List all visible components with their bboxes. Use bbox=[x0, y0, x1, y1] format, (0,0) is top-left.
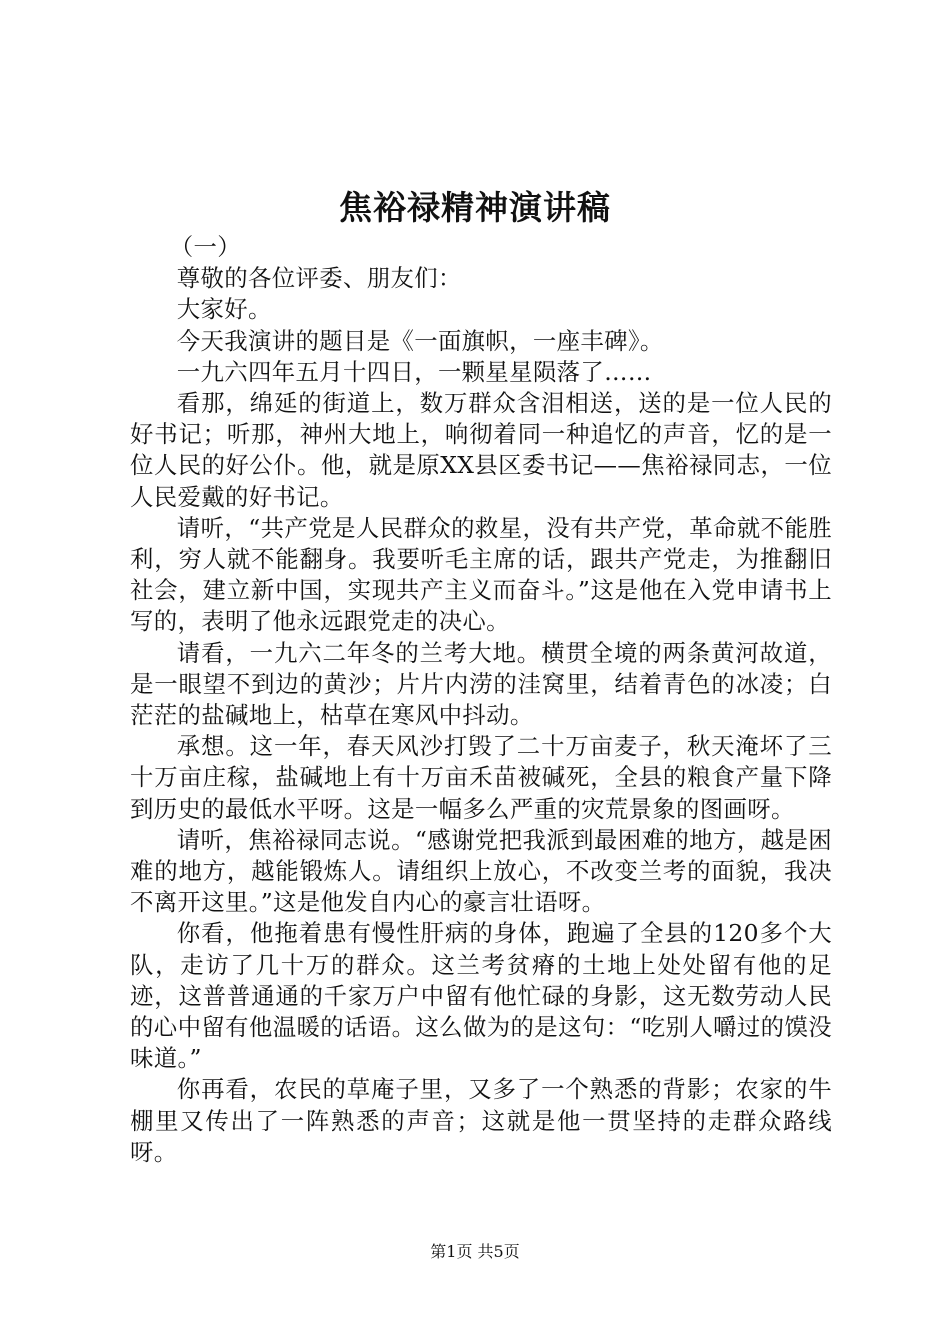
paragraph: 大家好。 bbox=[176, 295, 272, 324]
page-footer: 第1页 共5页 bbox=[430, 1242, 520, 1261]
paragraph: 尊敬的各位评委、朋友们： bbox=[176, 264, 462, 293]
paragraph: 你再看，农民的草庵子里，又多了一个熟悉的背影；农家的牛棚里又传出了一阵熟悉的声音；这就是他一贯坚持的走群众路线呀。 bbox=[130, 1075, 832, 1166]
paragraph: 今天我演讲的题目是《一面旗帜，一座丰碑》。 bbox=[176, 326, 664, 355]
paragraph: 看那，绵延的街道上，数万群众含泪相送，送的是一位人民的好书记；听那，神州大地上，响彻着同一种追忆的声音，忆的是一位人民的好公仆。他，就是原XX县区委书记——焦裕禄同志，一位人民爱戴的好书记。 bbox=[130, 389, 832, 511]
paragraph: 请看，一九六二年冬的兰考大地。横贯全境的两条黄河故道，是一眼望不到边的黄沙；片片内涝的洼窝里，结着青色的冰凌；白茫茫的盐碱地上，枯草在寒风中抖动。 bbox=[130, 638, 832, 730]
paragraph: 一九六四年五月十四日，一颗星星陨落了…… bbox=[176, 357, 652, 386]
paragraph: 你看，他拖着患有慢性肝病的身体，跑遍了全县的120多个大队，走访了几十万的群众。这兰考贫瘠的土地上处处留有他的足迹，这普普通通的千家万户中留有他忙碌的身影，这无数劳动人民的心中留有他温暖的话语。这么做为的是这句：“吃别人嚼过的馍没味道。” bbox=[130, 919, 832, 1073]
paragraph: 请听，焦裕禄同志说。“感谢党把我派到最困难的地方，越是困难的地方，越能锻炼人。请组织上放心，不改变兰考的面貌，我决不离开这里。”这是他发自内心的豪言壮语呀。 bbox=[130, 825, 832, 917]
section-number: （一） bbox=[169, 233, 241, 261]
document-body bbox=[130, 232, 832, 1168]
document-title: 焦裕禄精神演讲稿 bbox=[339, 188, 611, 227]
paragraph: 承想。这一年，春天风沙打毁了二十万亩麦子，秋天淹坏了三十万亩庄稼，盐碱地上有十万亩禾苗被碱死，全县的粮食产量下降到历史的最低水平呀。这是一幅多么严重的灾荒景象的图画呀。 bbox=[130, 732, 832, 823]
paragraph: 请听，“共产党是人民群众的救星，没有共产党，革命就不能胜利，穷人就不能翻身。我要听毛主席的话，跟共产党走，为推翻旧社会，建立新中国，实现共产主义而奋斗。”这是他在入党申请书上写的，表明了他永远跟党走的决心。 bbox=[130, 513, 832, 636]
